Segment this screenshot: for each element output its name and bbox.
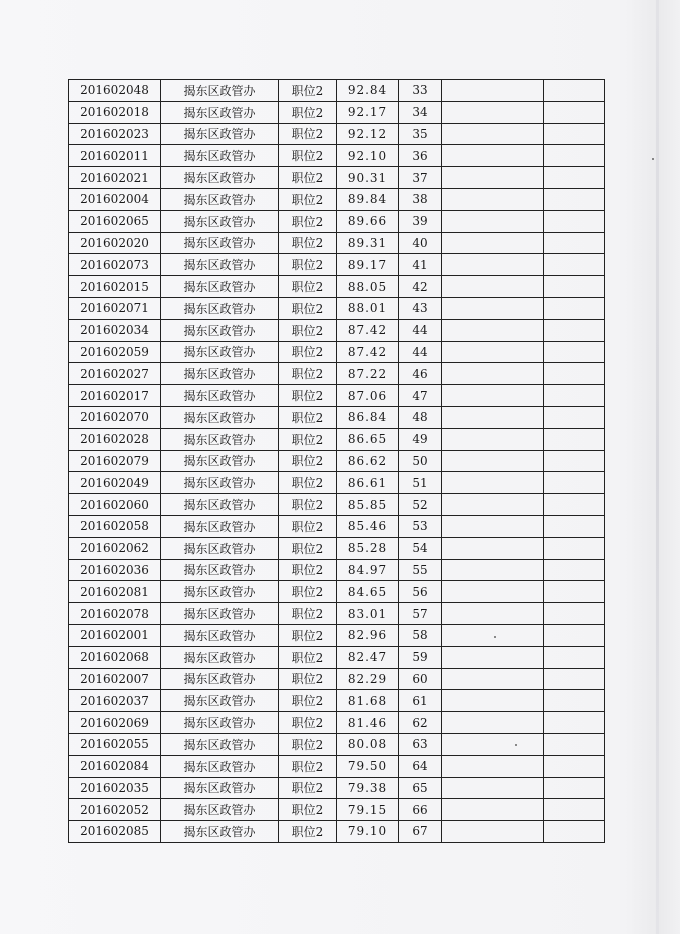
- empty-cell: [544, 406, 605, 428]
- unit-cell: 揭东区政管办: [161, 515, 279, 537]
- exam-number-cell: 201602065: [69, 210, 161, 232]
- unit-cell: 揭东区政管办: [161, 581, 279, 603]
- exam-number-cell: 201602015: [69, 276, 161, 298]
- score-cell: 82.96: [337, 624, 399, 646]
- score-cell: 79.15: [337, 799, 399, 821]
- position-cell: 职位2: [279, 821, 337, 843]
- rank-cell: 49: [399, 428, 442, 450]
- empty-cell: [544, 80, 605, 102]
- exam-number-cell: 201602007: [69, 668, 161, 690]
- unit-cell: 揭东区政管办: [161, 167, 279, 189]
- exam-number-cell: 201602049: [69, 472, 161, 494]
- unit-cell: 揭东区政管办: [161, 668, 279, 690]
- rank-cell: 50: [399, 450, 442, 472]
- rank-cell: 60: [399, 668, 442, 690]
- rank-cell: 61: [399, 690, 442, 712]
- empty-cell: [442, 363, 544, 385]
- unit-cell: 揭东区政管办: [161, 428, 279, 450]
- table-row: [69, 712, 605, 734]
- exam-number-cell: 201602034: [69, 319, 161, 341]
- rank-cell: 39: [399, 210, 442, 232]
- unit-cell: 揭东区政管办: [161, 624, 279, 646]
- position-cell: 职位2: [279, 712, 337, 734]
- rank-cell: 44: [399, 319, 442, 341]
- table-row: [69, 603, 605, 625]
- table-row: [69, 559, 605, 581]
- rank-cell: 43: [399, 297, 442, 319]
- rank-cell: 51: [399, 472, 442, 494]
- score-cell: 89.31: [337, 232, 399, 254]
- empty-cell: [544, 559, 605, 581]
- scan-speck: [494, 636, 496, 638]
- table-row: [69, 624, 605, 646]
- results-table-body: [69, 80, 605, 843]
- table-row: [69, 690, 605, 712]
- table-row: [69, 646, 605, 668]
- position-cell: 职位2: [279, 668, 337, 690]
- paper-edge: [656, 0, 659, 934]
- empty-cell: [442, 537, 544, 559]
- position-cell: 职位2: [279, 341, 337, 363]
- score-cell: 86.62: [337, 450, 399, 472]
- table-row: [69, 123, 605, 145]
- exam-number-cell: 201602021: [69, 167, 161, 189]
- table-row: [69, 363, 605, 385]
- unit-cell: 揭东区政管办: [161, 712, 279, 734]
- exam-number-cell: 201602068: [69, 646, 161, 668]
- empty-cell: [544, 167, 605, 189]
- score-cell: 89.17: [337, 254, 399, 276]
- rank-cell: 57: [399, 603, 442, 625]
- empty-cell: [442, 188, 544, 210]
- score-cell: 85.46: [337, 515, 399, 537]
- exam-number-cell: 201602035: [69, 777, 161, 799]
- empty-cell: [544, 668, 605, 690]
- position-cell: 职位2: [279, 167, 337, 189]
- position-cell: 职位2: [279, 385, 337, 407]
- empty-cell: [544, 101, 605, 123]
- exam-number-cell: 201602037: [69, 690, 161, 712]
- empty-cell: [442, 755, 544, 777]
- position-cell: 职位2: [279, 428, 337, 450]
- position-cell: 职位2: [279, 777, 337, 799]
- position-cell: 职位2: [279, 472, 337, 494]
- position-cell: 职位2: [279, 123, 337, 145]
- table-row: [69, 297, 605, 319]
- rank-cell: 37: [399, 167, 442, 189]
- score-cell: 88.05: [337, 276, 399, 298]
- exam-number-cell: 201602011: [69, 145, 161, 167]
- table-row: [69, 232, 605, 254]
- table-row: [69, 385, 605, 407]
- position-cell: 职位2: [279, 799, 337, 821]
- empty-cell: [544, 145, 605, 167]
- empty-cell: [544, 297, 605, 319]
- unit-cell: 揭东区政管办: [161, 254, 279, 276]
- unit-cell: 揭东区政管办: [161, 777, 279, 799]
- empty-cell: [442, 603, 544, 625]
- exam-number-cell: 201602078: [69, 603, 161, 625]
- empty-cell: [442, 276, 544, 298]
- rank-cell: 41: [399, 254, 442, 276]
- table-row: [69, 515, 605, 537]
- score-cell: 86.84: [337, 406, 399, 428]
- score-cell: 87.22: [337, 363, 399, 385]
- empty-cell: [544, 821, 605, 843]
- score-cell: 92.12: [337, 123, 399, 145]
- unit-cell: 揭东区政管办: [161, 733, 279, 755]
- position-cell: 职位2: [279, 254, 337, 276]
- rank-cell: 38: [399, 188, 442, 210]
- empty-cell: [544, 472, 605, 494]
- unit-cell: 揭东区政管办: [161, 101, 279, 123]
- unit-cell: 揭东区政管办: [161, 385, 279, 407]
- rank-cell: 53: [399, 515, 442, 537]
- rank-cell: 63: [399, 733, 442, 755]
- rank-cell: 46: [399, 363, 442, 385]
- position-cell: 职位2: [279, 494, 337, 516]
- empty-cell: [442, 690, 544, 712]
- exam-number-cell: 201602059: [69, 341, 161, 363]
- rank-cell: 55: [399, 559, 442, 581]
- unit-cell: 揭东区政管办: [161, 799, 279, 821]
- empty-cell: [442, 319, 544, 341]
- empty-cell: [442, 297, 544, 319]
- score-cell: 81.46: [337, 712, 399, 734]
- rank-cell: 33: [399, 80, 442, 102]
- empty-cell: [442, 668, 544, 690]
- empty-cell: [544, 690, 605, 712]
- unit-cell: 揭东区政管办: [161, 755, 279, 777]
- empty-cell: [544, 123, 605, 145]
- score-cell: 81.68: [337, 690, 399, 712]
- rank-cell: 67: [399, 821, 442, 843]
- exam-number-cell: 201602058: [69, 515, 161, 537]
- rank-cell: 35: [399, 123, 442, 145]
- empty-cell: [544, 188, 605, 210]
- rank-cell: 58: [399, 624, 442, 646]
- table-row: [69, 733, 605, 755]
- empty-cell: [544, 603, 605, 625]
- position-cell: 职位2: [279, 537, 337, 559]
- position-cell: 职位2: [279, 624, 337, 646]
- empty-cell: [442, 777, 544, 799]
- empty-cell: [442, 210, 544, 232]
- unit-cell: 揭东区政管办: [161, 690, 279, 712]
- unit-cell: 揭东区政管办: [161, 559, 279, 581]
- empty-cell: [544, 363, 605, 385]
- position-cell: 职位2: [279, 363, 337, 385]
- table-row: [69, 188, 605, 210]
- score-cell: 86.65: [337, 428, 399, 450]
- rank-cell: 36: [399, 145, 442, 167]
- exam-number-cell: 201602004: [69, 188, 161, 210]
- exam-number-cell: 201602027: [69, 363, 161, 385]
- empty-cell: [442, 821, 544, 843]
- table-row: [69, 210, 605, 232]
- empty-cell: [442, 494, 544, 516]
- table-row: [69, 167, 605, 189]
- empty-cell: [442, 733, 544, 755]
- table-row: [69, 101, 605, 123]
- table-row: [69, 276, 605, 298]
- empty-cell: [544, 712, 605, 734]
- table-row: [69, 755, 605, 777]
- exam-number-cell: 201602069: [69, 712, 161, 734]
- position-cell: 职位2: [279, 319, 337, 341]
- exam-number-cell: 201602018: [69, 101, 161, 123]
- score-cell: 88.01: [337, 297, 399, 319]
- table-row: [69, 821, 605, 843]
- position-cell: 职位2: [279, 188, 337, 210]
- table-row: [69, 428, 605, 450]
- score-cell: 87.42: [337, 341, 399, 363]
- exam-number-cell: 201602055: [69, 733, 161, 755]
- unit-cell: 揭东区政管办: [161, 319, 279, 341]
- score-cell: 90.31: [337, 167, 399, 189]
- unit-cell: 揭东区政管办: [161, 821, 279, 843]
- score-cell: 89.84: [337, 188, 399, 210]
- score-cell: 84.65: [337, 581, 399, 603]
- table-row: [69, 581, 605, 603]
- empty-cell: [544, 341, 605, 363]
- unit-cell: 揭东区政管办: [161, 188, 279, 210]
- score-cell: 92.84: [337, 80, 399, 102]
- empty-cell: [442, 101, 544, 123]
- rank-cell: 64: [399, 755, 442, 777]
- score-cell: 92.17: [337, 101, 399, 123]
- empty-cell: [442, 123, 544, 145]
- empty-cell: [544, 232, 605, 254]
- position-cell: 职位2: [279, 210, 337, 232]
- exam-number-cell: 201602001: [69, 624, 161, 646]
- exam-number-cell: 201602081: [69, 581, 161, 603]
- score-cell: 79.38: [337, 777, 399, 799]
- score-cell: 80.08: [337, 733, 399, 755]
- position-cell: 职位2: [279, 733, 337, 755]
- empty-cell: [442, 385, 544, 407]
- rank-cell: 56: [399, 581, 442, 603]
- exam-number-cell: 201602017: [69, 385, 161, 407]
- exam-number-cell: 201602048: [69, 80, 161, 102]
- score-cell: 79.50: [337, 755, 399, 777]
- empty-cell: [544, 755, 605, 777]
- empty-cell: [442, 80, 544, 102]
- empty-cell: [544, 515, 605, 537]
- unit-cell: 揭东区政管办: [161, 450, 279, 472]
- exam-number-cell: 201602028: [69, 428, 161, 450]
- rank-cell: 52: [399, 494, 442, 516]
- empty-cell: [442, 799, 544, 821]
- score-cell: 85.85: [337, 494, 399, 516]
- table-row: [69, 537, 605, 559]
- exam-number-cell: 201602020: [69, 232, 161, 254]
- position-cell: 职位2: [279, 755, 337, 777]
- rank-cell: 40: [399, 232, 442, 254]
- table-row: [69, 450, 605, 472]
- position-cell: 职位2: [279, 145, 337, 167]
- rank-cell: 48: [399, 406, 442, 428]
- rank-cell: 62: [399, 712, 442, 734]
- score-cell: 87.42: [337, 319, 399, 341]
- rank-cell: 65: [399, 777, 442, 799]
- position-cell: 职位2: [279, 450, 337, 472]
- rank-cell: 59: [399, 646, 442, 668]
- empty-cell: [544, 210, 605, 232]
- empty-cell: [544, 428, 605, 450]
- exam-number-cell: 201602073: [69, 254, 161, 276]
- empty-cell: [442, 406, 544, 428]
- exam-number-cell: 201602071: [69, 297, 161, 319]
- exam-number-cell: 201602023: [69, 123, 161, 145]
- exam-number-cell: 201602052: [69, 799, 161, 821]
- exam-number-cell: 201602085: [69, 821, 161, 843]
- empty-cell: [544, 537, 605, 559]
- scan-speck: [652, 158, 654, 160]
- unit-cell: 揭东区政管办: [161, 494, 279, 516]
- empty-cell: [442, 341, 544, 363]
- empty-cell: [442, 450, 544, 472]
- position-cell: 职位2: [279, 581, 337, 603]
- unit-cell: 揭东区政管办: [161, 603, 279, 625]
- empty-cell: [442, 232, 544, 254]
- position-cell: 职位2: [279, 276, 337, 298]
- table-row: [69, 406, 605, 428]
- unit-cell: 揭东区政管办: [161, 363, 279, 385]
- empty-cell: [442, 145, 544, 167]
- empty-cell: [544, 319, 605, 341]
- exam-number-cell: 201602036: [69, 559, 161, 581]
- rank-cell: 54: [399, 537, 442, 559]
- unit-cell: 揭东区政管办: [161, 210, 279, 232]
- position-cell: 职位2: [279, 232, 337, 254]
- rank-cell: 66: [399, 799, 442, 821]
- score-cell: 84.97: [337, 559, 399, 581]
- exam-number-cell: 201602070: [69, 406, 161, 428]
- exam-number-cell: 201602079: [69, 450, 161, 472]
- table-row: [69, 472, 605, 494]
- empty-cell: [442, 712, 544, 734]
- score-cell: 86.61: [337, 472, 399, 494]
- empty-cell: [442, 515, 544, 537]
- rank-cell: 44: [399, 341, 442, 363]
- position-cell: 职位2: [279, 559, 337, 581]
- exam-number-cell: 201602062: [69, 537, 161, 559]
- score-cell: 87.06: [337, 385, 399, 407]
- table-row: [69, 80, 605, 102]
- unit-cell: 揭东区政管办: [161, 276, 279, 298]
- table-row: [69, 668, 605, 690]
- position-cell: 职位2: [279, 603, 337, 625]
- position-cell: 职位2: [279, 101, 337, 123]
- unit-cell: 揭东区政管办: [161, 537, 279, 559]
- table-row: [69, 254, 605, 276]
- rank-cell: 47: [399, 385, 442, 407]
- table-row: [69, 341, 605, 363]
- score-cell: 82.29: [337, 668, 399, 690]
- position-cell: 职位2: [279, 80, 337, 102]
- empty-cell: [442, 472, 544, 494]
- position-cell: 职位2: [279, 297, 337, 319]
- score-cell: 85.28: [337, 537, 399, 559]
- score-cell: 83.01: [337, 603, 399, 625]
- unit-cell: 揭东区政管办: [161, 406, 279, 428]
- score-cell: 79.10: [337, 821, 399, 843]
- position-cell: 职位2: [279, 690, 337, 712]
- empty-cell: [544, 799, 605, 821]
- empty-cell: [544, 254, 605, 276]
- empty-cell: [442, 428, 544, 450]
- table-row: [69, 319, 605, 341]
- position-cell: 职位2: [279, 646, 337, 668]
- score-cell: 92.10: [337, 145, 399, 167]
- unit-cell: 揭东区政管办: [161, 145, 279, 167]
- table-row: [69, 494, 605, 516]
- empty-cell: [544, 646, 605, 668]
- empty-cell: [544, 385, 605, 407]
- position-cell: 职位2: [279, 515, 337, 537]
- empty-cell: [544, 494, 605, 516]
- exam-number-cell: 201602060: [69, 494, 161, 516]
- table-row: [69, 777, 605, 799]
- unit-cell: 揭东区政管办: [161, 472, 279, 494]
- empty-cell: [442, 581, 544, 603]
- empty-cell: [442, 624, 544, 646]
- table-row: [69, 145, 605, 167]
- empty-cell: [544, 777, 605, 799]
- unit-cell: 揭东区政管办: [161, 80, 279, 102]
- score-cell: 89.66: [337, 210, 399, 232]
- results-table: [68, 79, 605, 843]
- unit-cell: 揭东区政管办: [161, 232, 279, 254]
- empty-cell: [544, 450, 605, 472]
- scan-speck: [515, 744, 517, 746]
- position-cell: 职位2: [279, 406, 337, 428]
- empty-cell: [544, 276, 605, 298]
- empty-cell: [442, 254, 544, 276]
- unit-cell: 揭东区政管办: [161, 341, 279, 363]
- empty-cell: [442, 167, 544, 189]
- rank-cell: 34: [399, 101, 442, 123]
- unit-cell: 揭东区政管办: [161, 297, 279, 319]
- empty-cell: [442, 646, 544, 668]
- empty-cell: [442, 559, 544, 581]
- exam-number-cell: 201602084: [69, 755, 161, 777]
- unit-cell: 揭东区政管办: [161, 123, 279, 145]
- score-cell: 82.47: [337, 646, 399, 668]
- unit-cell: 揭东区政管办: [161, 646, 279, 668]
- empty-cell: [544, 624, 605, 646]
- table-row: [69, 799, 605, 821]
- rank-cell: 42: [399, 276, 442, 298]
- empty-cell: [544, 581, 605, 603]
- empty-cell: [544, 733, 605, 755]
